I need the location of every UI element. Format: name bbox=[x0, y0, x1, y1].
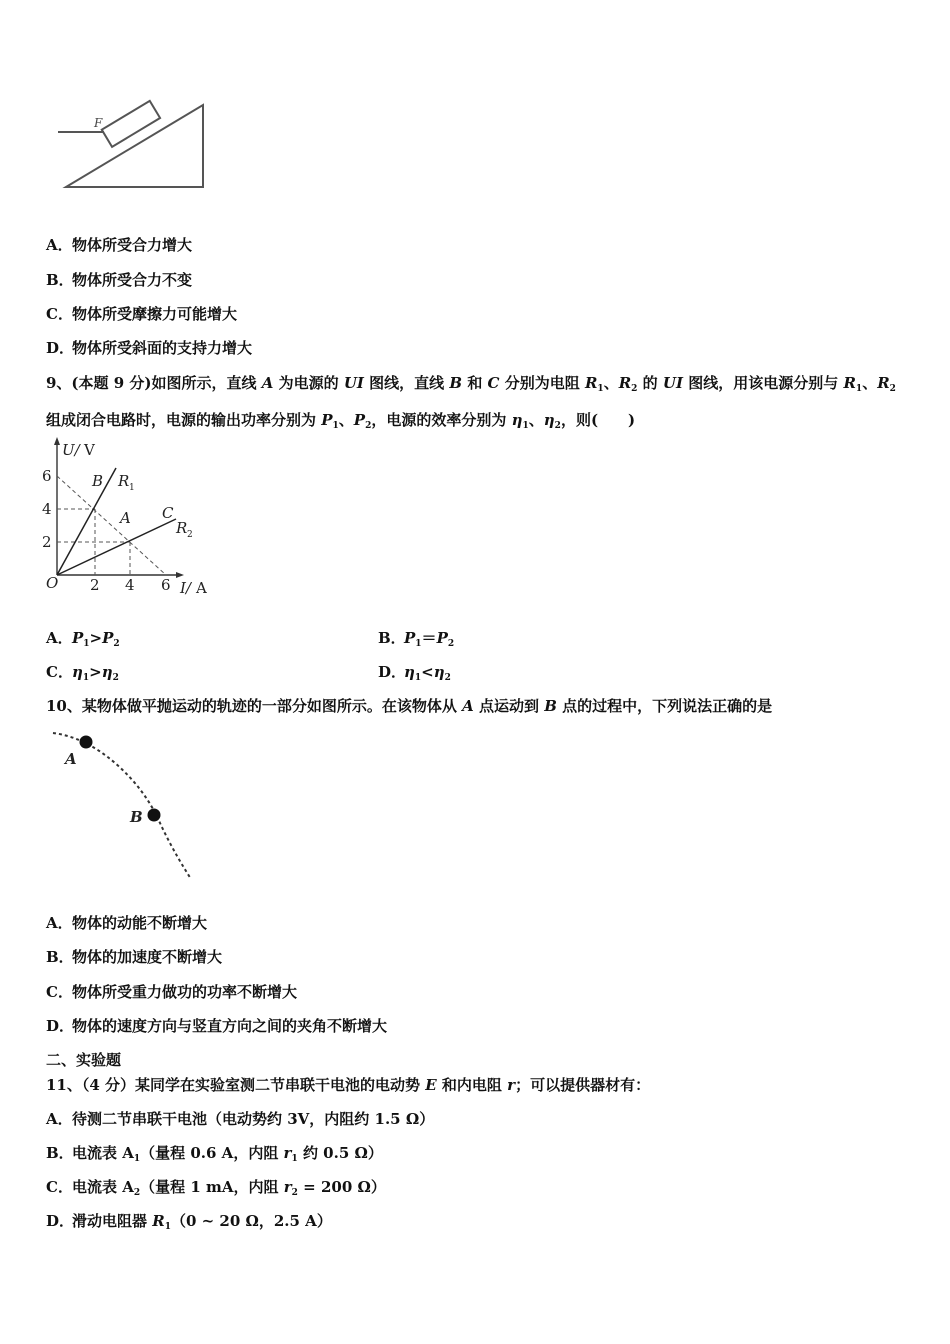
x-tick-6: 6 bbox=[161, 576, 171, 594]
source-line-a-extension bbox=[57, 476, 166, 575]
r1-label-sub: 1 bbox=[129, 483, 135, 493]
q9-option-c: C．$\eta_1>\eta_2$ bbox=[46, 663, 119, 683]
y-tick-6: 6 bbox=[42, 467, 52, 485]
section-title: 二、实验题 bbox=[46, 1051, 122, 1069]
q11-option-c: C．电流表 $A_2$（量程 1 mA，内阻 $r_2 = 200$ Ω） bbox=[46, 1178, 386, 1198]
y-tick-4: 4 bbox=[42, 500, 52, 518]
r2-label: R bbox=[176, 519, 188, 537]
q9-option-b: B．$P_1=P_2$ bbox=[378, 629, 455, 649]
y-axis-arrow bbox=[54, 437, 60, 445]
y-tick-2: 2 bbox=[42, 533, 52, 551]
q11-option-d: D．滑动电阻器 $R_1(0$ ~ 20 Ω，2.5 A） bbox=[46, 1212, 332, 1232]
q9-option-d: D．$\eta_1<\eta_2$ bbox=[378, 663, 451, 683]
q8-option-b: B．物体所受合力不变 bbox=[46, 271, 193, 289]
incline-figure bbox=[50, 95, 220, 195]
x-axis-arrow bbox=[176, 572, 184, 578]
q11-option-a: A．待测二节串联干电池（电动势约 3V，内阻约 1.5 Ω） bbox=[46, 1110, 435, 1128]
ui-graph bbox=[40, 435, 220, 605]
point-a-label: A bbox=[65, 750, 77, 768]
x-tick-2: 2 bbox=[90, 576, 100, 594]
r2-label-sub: 2 bbox=[187, 530, 193, 540]
block bbox=[102, 101, 160, 147]
point-b bbox=[148, 809, 161, 822]
q10-option-b: B．物体的加速度不断增大 bbox=[46, 948, 223, 966]
x-tick-4: 4 bbox=[125, 576, 135, 594]
q8-option-a: A．物体所受合力增大 bbox=[46, 236, 193, 254]
q10-stem: 10、某物体做平抛运动的轨迹的一部分如图所示。在该物体从 A 点运动到 B 点的过程中，下列说法正确的是 bbox=[46, 697, 773, 715]
trajectory-figure bbox=[45, 725, 205, 885]
point-a bbox=[80, 736, 93, 749]
line-c-label: C bbox=[162, 504, 174, 522]
q8-option-d: D．物体所受斜面的支持力增大 bbox=[46, 339, 253, 357]
y-axis-label: U/ bbox=[62, 441, 80, 459]
point-b-label: B bbox=[130, 808, 143, 826]
force-label: F bbox=[94, 116, 103, 130]
q11-option-b: B．电流表 $A_1$（量程 0.6 A，内阻 $r_1$ 约 0.5 Ω） bbox=[46, 1144, 383, 1164]
q9-option-a: A．$P_1>P_2$ bbox=[46, 629, 120, 649]
x-axis-unit: A bbox=[196, 579, 207, 597]
q9-stem-line1: 9、(本题 9 分)如图所示，直线 A 为电源的 UI 图线，直线 B 和 C 分别为电阻 $R_1$、$R_2$ 的 UI 图线，用该电源分别与 $R_1$、$R_2$ bbox=[46, 374, 896, 394]
q10-option-a: A．物体的动能不断增大 bbox=[46, 914, 208, 932]
line-b-label: B bbox=[92, 472, 104, 490]
q11-stem: 11、（4 分）某同学在实验室测二节串联干电池的电动势 E 和内电阻 r；可以提供器材有： bbox=[46, 1076, 651, 1094]
r1-label: R bbox=[118, 472, 130, 490]
point-a-label: A bbox=[120, 509, 131, 527]
y-axis-unit: V bbox=[84, 441, 95, 459]
line-c-r2 bbox=[57, 519, 176, 575]
origin-label: O bbox=[46, 574, 59, 592]
x-axis-label: I/ bbox=[180, 579, 191, 597]
q8-option-c: C．物体所受摩擦力可能增大 bbox=[46, 305, 238, 323]
line-b-r1 bbox=[57, 468, 116, 575]
q10-option-c: C．物体所受重力做功的功率不断增大 bbox=[46, 983, 298, 1001]
q10-option-d: D．物体的速度方向与竖直方向之间的夹角不断增大 bbox=[46, 1017, 388, 1035]
q9-stem-line2: 组成闭合电路时，电源的输出功率分别为 $P_1$、$P_2$，电源的效率分别为 $\eta_1$、$\eta_2$，则( ) bbox=[46, 411, 636, 431]
